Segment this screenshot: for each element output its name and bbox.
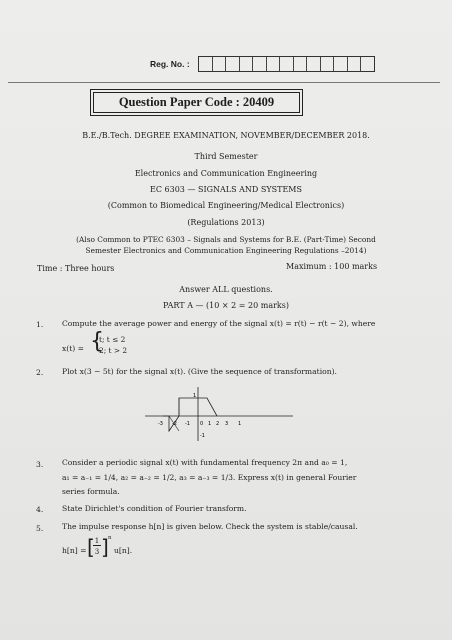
q5-number: 5. xyxy=(36,524,44,533)
q5-formula-lhs: h[n] = xyxy=(62,546,87,555)
signal-plot xyxy=(145,385,295,445)
y-label-bottom: -1 xyxy=(200,433,205,439)
y-label-top: 1 xyxy=(193,393,197,399)
reg-no-label: Reg. No. : xyxy=(150,59,190,69)
q5-formula-tail: u[n]. xyxy=(114,546,133,555)
time-label: Time : Three hours xyxy=(37,264,115,273)
q1-number: 1. xyxy=(36,320,44,329)
q2-number: 2. xyxy=(36,368,44,377)
question-paper-code: Question Paper Code : 20409 xyxy=(93,92,300,113)
q5-bracket-open: [ xyxy=(87,535,95,559)
reg-no-boxes[interactable] xyxy=(198,56,375,72)
regulations: (Regulations 2013) xyxy=(187,218,265,227)
course-title: EC 6303 — SIGNALS AND SYSTEMS xyxy=(150,185,302,194)
q5-text: The impulse response h[n] is given below. Check the system is stable/causal. xyxy=(62,522,358,531)
tick-neg2: -2 xyxy=(172,421,177,427)
tick-neg1: -1 xyxy=(185,421,190,427)
q5-frac-num: 1 xyxy=(94,537,100,545)
degree-line: B.E./B.Tech. DEGREE EXAMINATION, NOVEMBER/DECEMBER 2018. xyxy=(82,131,370,140)
tick-end: 1 xyxy=(238,421,242,427)
also-common-line2: Semester Electronics and Communication Engineering Regulations –2014) xyxy=(85,246,367,255)
q5-exponent: n xyxy=(108,535,112,541)
tick-neg3: -3 xyxy=(158,421,163,427)
tick-0: 0 xyxy=(200,421,204,427)
q3-number: 3. xyxy=(36,460,44,469)
q1-brace: { xyxy=(90,329,104,354)
q5-frac-den: 3 xyxy=(94,548,100,556)
header-rule xyxy=(8,82,440,83)
q2-text: Plot x(3 − 5t) for the signal x(t). (Give the sequence of transformation). xyxy=(62,367,337,376)
q3-line2: a₁ = a₋₁ = 1/4, a₂ = a₋₂ = 1/2, a₃ = a₋₃ = 1/3. Express x(t) in general Fourier xyxy=(62,473,357,482)
q1-case1: t; t ≤ 2 xyxy=(99,335,126,344)
max-marks: Maximum : 100 marks xyxy=(286,262,378,271)
q4-text: State Dirichlet's condition of Fourier transform. xyxy=(62,504,247,513)
common-to: (Common to Biomedical Engineering/Medical Electronics) xyxy=(107,201,345,210)
q5-bracket-close: ] xyxy=(101,535,109,559)
semester: Third Semester xyxy=(194,152,258,161)
part-a-heading: PART A — (10 × 2 = 20 marks) xyxy=(163,301,289,310)
tick-1: 1 xyxy=(208,421,212,427)
q4-number: 4. xyxy=(36,505,44,514)
tick-3: 3 xyxy=(225,421,229,427)
q1-def-lhs: x(t) = xyxy=(62,344,85,353)
instructions: Answer ALL questions. xyxy=(179,285,273,294)
also-common-line1: (Also Common to PTEC 6303 – Signals and Systems for B.E. (Part-Time) Second xyxy=(76,235,376,244)
q3-line3: series formula. xyxy=(62,487,120,496)
q3-line1: Consider a periodic signal x(t) with fundamental frequency 2π and a₀ = 1, xyxy=(62,458,348,467)
q1-text: Compute the average power and energy of the signal x(t) = r(t) − r(t − 2), where xyxy=(62,319,376,328)
q1-case2: 2; t > 2 xyxy=(99,346,128,355)
branch: Electronics and Communication Engineering xyxy=(134,169,318,178)
tick-2: 2 xyxy=(216,421,220,427)
